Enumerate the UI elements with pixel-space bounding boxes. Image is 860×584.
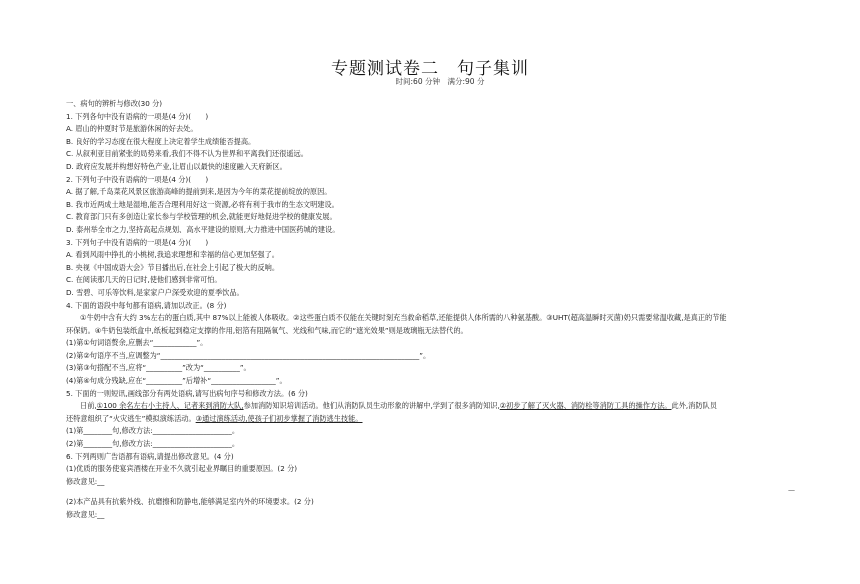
- q2-option-d: D. 泰州举全市之力,坚持高起点规划、高水平建设的原则,大力推进中国医药城的建设。: [66, 224, 340, 234]
- section-heading: 一、病句的辨析与修改(30 分): [66, 99, 163, 108]
- q3-option-b: B. 央视《中国成语大会》节目播出后,在社会上引起了极大的反响。: [66, 262, 280, 272]
- q3-option-d: D. 雪碧、可乐等饮料,是家家户户深受欢迎的夏季饮品。: [66, 287, 244, 297]
- q1-option-d: D. 政府应发展并构想好特色产业,让眉山以最快的速度融入天府新区。: [66, 161, 287, 171]
- q1-option-a: A. 眉山的仲夏时节是旅游休闲的好去处。: [66, 124, 198, 134]
- q4-subquestion-1: (1)第①句词语赘余,应删去“____________”。: [66, 338, 208, 348]
- document-body: [66, 98, 796, 522]
- q6-subquestion-2: (2)本产品具有抗紫外线、抗磨擦和防静电,能够满足室内外的环境要求。(2 分): [66, 497, 314, 507]
- q5-passage-line-2: [66, 413, 796, 426]
- q3-stem: 3. 下列句子中没有语病的一项是(4 分)( ): [66, 237, 209, 247]
- q5-stem: 5. 下面的一则短讯,画线部分有两处语病,请写出病句序号和修改方法。(6 分): [66, 388, 308, 398]
- q4-stem: 4. 下面的语段中每句都有语病,请加以改正。(8 分): [66, 300, 227, 310]
- q5-underlined-sentence-2: ②初步了解了灭火器、消防栓等消防工具的操作方法。: [499, 401, 672, 411]
- q4-subquestion-4: (4)第④句成分残缺,应在“__________”后增补“__________________”。: [66, 376, 287, 386]
- q6-subquestion-1: (1)优质的服务使宴宾酒楼在开业不久就引起业界瞩目的重要原因。(2 分): [66, 464, 298, 474]
- q2-option-c: C. 教育部门只有多创造让家长参与学校管理的机会,就能更好地促进学校的健康发展。: [66, 212, 337, 222]
- q3-option-c: C. 在阅读那几天的日记时,使他们感到非常可怕。: [66, 275, 222, 285]
- q6-stem: 6. 下列两则广告语都有语病,请提出修改意见。(4 分): [66, 451, 234, 461]
- q5-underlined-sentence-1: ①100 余名左右小主持人、记者来到消防大队,: [96, 401, 244, 411]
- q1-option-b: B. 良好的学习态度在很大程度上决定着学生成绩能否提高。: [66, 136, 256, 146]
- page-subtitle: 时间:60 分钟 满分:90 分: [395, 77, 485, 86]
- q5-passage-line2-pre: 还特意组织了“火灾逃生”模拟演练活动。: [66, 413, 196, 423]
- q5-answer-2: (2)第________句,修改方法:______________________。: [66, 439, 240, 449]
- q5-underlined-sentence-3: ③通过演练活动,使孩子们初步掌握了消防逃生技能。: [195, 413, 363, 423]
- q4-passage-line-1: ①牛奶中含有大约 3%左右的蛋白质,其中 87%以上能被人体吸收。②这些蛋白质不仅能在关键时刻充当救命稻草,还能提供人体所需的八种氨基酸。③UHT(超高温瞬时灭菌)奶只需要常温收藏,是真正的节能: [80, 313, 727, 323]
- q2-stem: 2. 下列句子中没有语病的一项是(4 分)( ): [66, 174, 209, 184]
- q5-passage-intro: 日前,: [80, 401, 97, 411]
- q6-answer-label-2: 修改意见:__: [66, 510, 105, 519]
- q4-subquestion-3: (3)第③句搭配不当,应将“__________”改为“__________”。: [66, 363, 251, 373]
- q1-option-c: C. 从叙利亚目前紧张的局势来看,我们不得不认为世界和平离我们还很遥远。: [66, 149, 308, 159]
- q4-passage-line-2: 环保奶。④牛奶包装纸盒中,纸板起到稳定支撑的作用,铝箔有阻隔氧气、光线和气味,而它的“遮光效果”则是玻璃瓶无法替代的。: [66, 325, 468, 335]
- q3-option-a: A. 看到风雨中挣扎的小桃树,我追求理想和幸福的信心更加坚强了。: [66, 250, 279, 260]
- q6-answer-label-1: 修改意见:__: [66, 476, 105, 486]
- q1-stem: 1. 下列各句中没有语病的一项是(4 分)( ): [66, 111, 209, 121]
- q2-option-b: B. 我市近两成土地是湿地,能否合理利用好这一资源,必将有利于我市的生态文明建设。: [66, 199, 339, 209]
- stray-dash-mark: —: [788, 486, 795, 494]
- q5-passage-line-1: [66, 400, 796, 413]
- q5-passage-end: 此外,消防队员: [671, 401, 717, 411]
- page-title: 专题测试卷二 句子集训: [331, 59, 529, 79]
- q5-passage-mid: 参加消防知识培训活动。他们从消防队员生动形象的讲解中,学到了很多消防知识,: [243, 401, 500, 411]
- q2-option-a: A. 据了解,千岛菜花风景区旅游高峰的提前到来,是因为今年的菜花提前绽放的原因。: [66, 187, 332, 197]
- q5-answer-1: (1)第________句,修改方法:______________________。: [66, 426, 240, 436]
- spacer: [66, 488, 796, 496]
- q4-subquestion-2: (2)第②句语序不当,应调整为“________________________________________________________________________”。: [66, 350, 431, 360]
